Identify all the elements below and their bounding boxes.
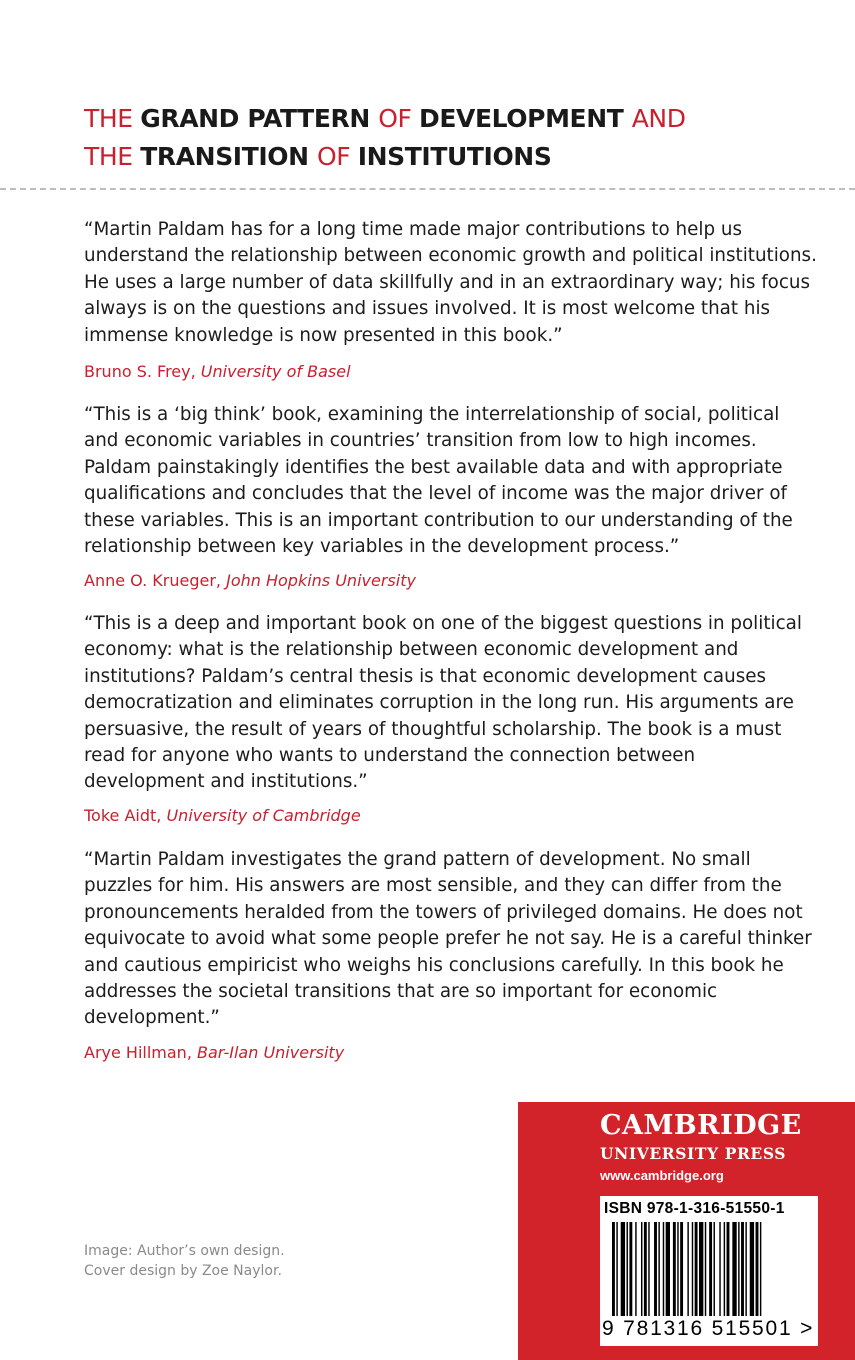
title-word: OF [316,142,358,171]
title-word: THE [84,142,141,171]
book-title [84,100,686,176]
barcode-bar [677,1222,678,1316]
endorsement-attribution [84,571,416,591]
barcode-bar [738,1222,739,1316]
barcode-bar [709,1222,712,1316]
publisher-url: www.cambridge.org [600,1168,724,1183]
title-word: THE [84,104,141,133]
endorsement-attribution [84,1043,344,1063]
barcode-icon [612,1222,812,1316]
barcode-bar [699,1222,703,1316]
title-word: TRANSITION [140,142,317,171]
barcode-bar [695,1222,698,1316]
title-line-2 [84,138,686,176]
endorsement-quote: “Martin Paldam has for a long time made major contributions to help us understand the relationship between economic growth and political institutions. He uses a large number of data skillfully and in an extraordinary way; his focus always is on the questions and issues involved. It is most welcome that his immense knowledge is now presented in this book.” [84,219,817,346]
title-word: AND [631,104,686,133]
barcode-bar [719,1222,720,1316]
dashed-divider [0,188,855,190]
barcode-bar [705,1222,706,1316]
barcode-bar [635,1222,636,1316]
endorsement-quote: “This is a ‘big think’ book, examining the interrelationship of social, political and economic variables in countries’ transition from low to high incomes. Paldam painstakingly identifies the best available data and with appropriate qualifications and concludes that the level of income was the major driver of these variables. This is an important contribution to our understanding of the relationship between key variables in the development process.” [84,404,793,558]
barcode-bar [732,1222,736,1316]
barcode-bar [654,1222,657,1316]
barcode-bar [687,1222,688,1316]
barcode-bar [750,1222,754,1316]
barcode-bar [724,1222,725,1316]
publisher-logo-name: CAMBRIDGE [600,1110,802,1141]
image-credit: Image: Author’s own design. [84,1243,285,1259]
barcode-bar [727,1222,730,1316]
endorsement-author: Bruno S. Frey, [84,362,196,381]
barcode-bar [692,1222,693,1316]
title-word: DEVELOPMENT [419,104,632,133]
barcode-box [600,1196,818,1346]
barcode-bar [741,1222,744,1316]
publisher-logo-press: UNIVERSITY PRESS [600,1144,787,1163]
ean-digits: 9 781316 515501 > [602,1317,815,1340]
barcode-bar [680,1222,683,1316]
barcode-bar [673,1222,676,1316]
endorsement-affiliation: John Hopkins University [226,571,416,590]
endorsement-author: Arye Hillman, [84,1043,192,1062]
barcode-bar [644,1222,647,1316]
endorsement-affiliation: University of Cambridge [166,806,361,825]
endorsement-attribution [84,806,361,826]
endorsement-author: Toke Aidt, [84,806,162,825]
publisher-panel [518,1102,855,1360]
barcode-bar [627,1222,628,1316]
title-word: INSTITUTIONS [357,142,552,171]
endorsement-attribution [84,362,351,382]
barcode-bar [648,1222,649,1316]
barcode-bar [621,1222,625,1316]
endorsement-author: Anne O. Krueger, [84,571,221,590]
barcode-bar [641,1222,642,1316]
barcode-bar [666,1222,670,1316]
title-line-1 [84,100,686,138]
barcode-bar [760,1222,761,1316]
barcode-bar [714,1222,715,1316]
endorsement-quote: “This is a deep and important book on one of the biggest questions in political economy: what is the relationship between economic development and institutions? Paldam’s central thesis is that economic development causes democratization and eliminates corruption in the long run. His arguments are persuasive, the result of years of thoughtful scholarship. The book is a must read for anyone who wants to understand the connection between development and institutions.” [84,613,802,793]
barcode-bar [616,1222,617,1316]
endorsement-affiliation: University of Basel [200,362,351,381]
barcode-bar [663,1222,664,1316]
title-word: GRAND PATTERN [140,104,379,133]
barcode-bar [756,1222,759,1316]
cover-design-credit: Cover design by Zoe Naylor. [84,1263,282,1279]
barcode-bar [629,1222,632,1316]
barcode-bar [745,1222,746,1316]
barcode-bar [612,1222,615,1316]
endorsement-quote: “Martin Paldam investigates the grand pattern of development. No small puzzles for him. His answers are most sensible, and they can differ from the pronouncements heralded from the towers of privileged domains. He does not equivocate to avoid what some people prefer he not say. He is a careful thinker and cautious empiricist who weighs his conclusions carefully. In this book he addresses the societal transitions that are so important for economic development.” [84,849,812,1029]
cover-credits [84,1241,285,1281]
endorsement-affiliation: Bar-Ilan University [197,1043,345,1062]
isbn-number: ISBN 978-1-316-51550-1 [604,1200,785,1217]
title-word: OF [378,104,419,133]
barcode-bar [658,1222,659,1316]
